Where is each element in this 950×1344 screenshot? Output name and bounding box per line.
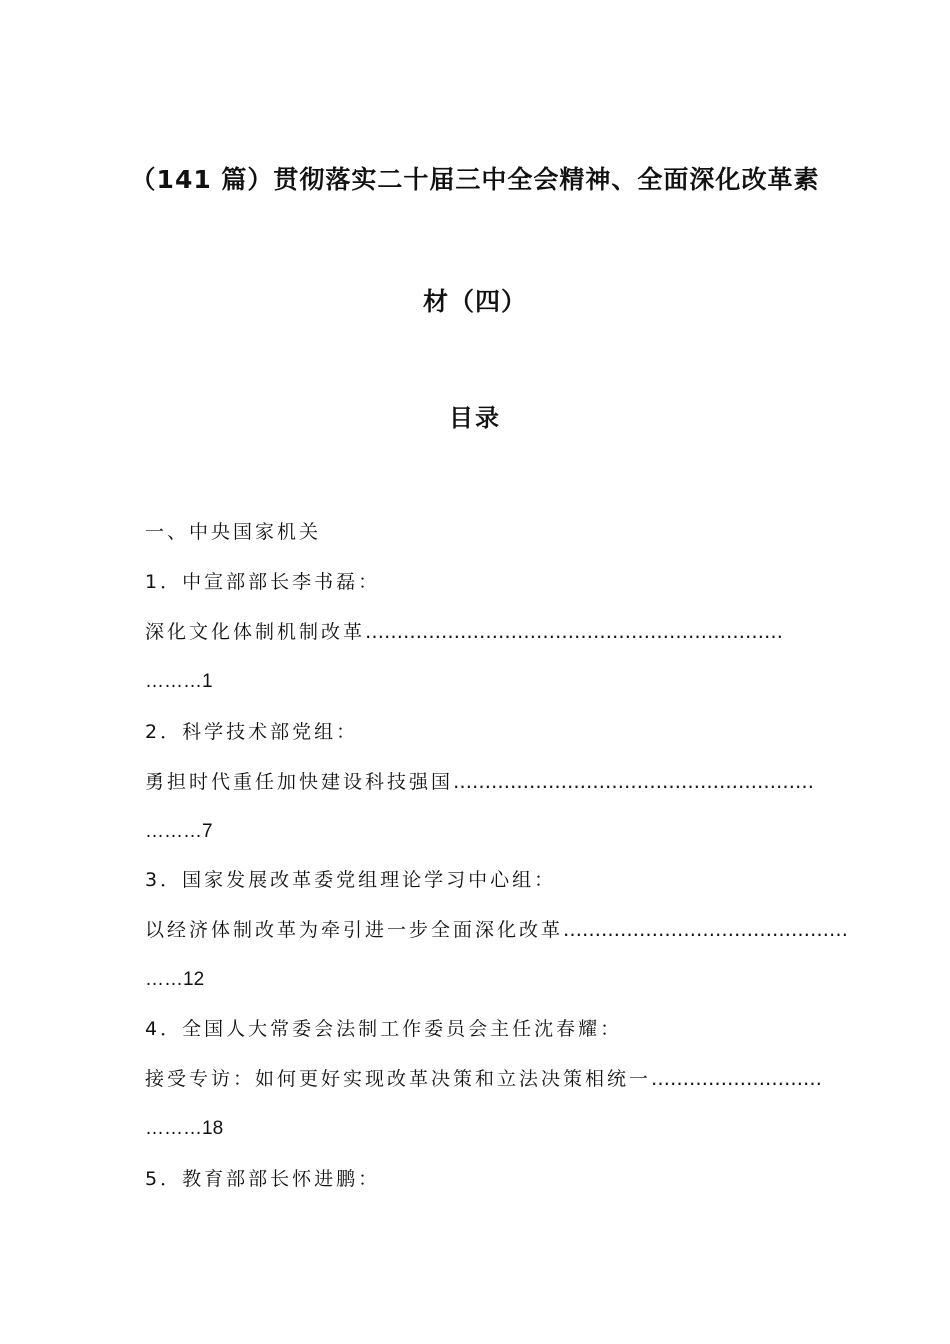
toc-page-number: 18 bbox=[202, 1118, 224, 1139]
toc-section-heading: 一、中央国家机关 bbox=[145, 521, 322, 543]
document-title-line1: （141 篇）贯彻落实二十届三中全会精神、全面深化改革素 bbox=[130, 165, 820, 194]
toc-leader-dots: ……………………………………… bbox=[563, 919, 849, 941]
toc-entry-page-line bbox=[145, 1116, 815, 1142]
toc-leader-dots: ……… bbox=[145, 821, 202, 842]
toc-leader-dots: ………………………………………………… bbox=[453, 771, 815, 793]
toc-entry-link[interactable] bbox=[145, 769, 815, 795]
toc-entry-title: 深化文化体制机制改革 bbox=[145, 621, 366, 643]
toc-entry-link[interactable] bbox=[145, 917, 849, 943]
toc-leader-dots: ………………………………………………………… bbox=[365, 621, 784, 643]
toc-entry-title: 接受专访：如何更好实现改革决策和立法决策相统一 bbox=[145, 1068, 652, 1090]
toc-page-number: 12 bbox=[183, 969, 205, 990]
toc-entry-heading: 1．中宣部部长李书磊： bbox=[145, 571, 381, 593]
toc-entry-page-line bbox=[145, 967, 815, 993]
document-title-line2: 材（四） bbox=[422, 287, 527, 316]
toc-leader-dots: …… bbox=[145, 969, 183, 990]
toc-page-number: 1 bbox=[202, 671, 213, 692]
toc-page-number: 7 bbox=[202, 821, 213, 842]
toc-entry-title: 以经济体制改革为牵引进一步全面深化改革 bbox=[145, 919, 564, 941]
toc-entry-title: 勇担时代重任加快建设科技强国 bbox=[145, 771, 454, 793]
toc-entry-heading: 3．国家发展改革委党组理论学习中心组： bbox=[145, 869, 557, 891]
toc-leader-dots: ……… bbox=[145, 671, 202, 692]
toc-entry-heading: 2．科学技术部党组： bbox=[145, 721, 359, 743]
toc-entry-link[interactable] bbox=[145, 619, 815, 645]
toc-leader-dots: ……… bbox=[145, 1118, 202, 1139]
toc-entry-heading: 5．教育部部长怀进鹏： bbox=[145, 1168, 381, 1190]
toc-entry-heading: 4．全国人大常委会法制工作委员会主任沈春耀： bbox=[145, 1018, 623, 1040]
toc-entry-link[interactable] bbox=[145, 1066, 823, 1092]
toc-entry-page-line bbox=[145, 669, 815, 695]
toc-leader-dots: ……………………… bbox=[651, 1068, 823, 1090]
toc-heading: 目录 bbox=[449, 404, 501, 432]
toc-entry-page-line bbox=[145, 819, 815, 845]
